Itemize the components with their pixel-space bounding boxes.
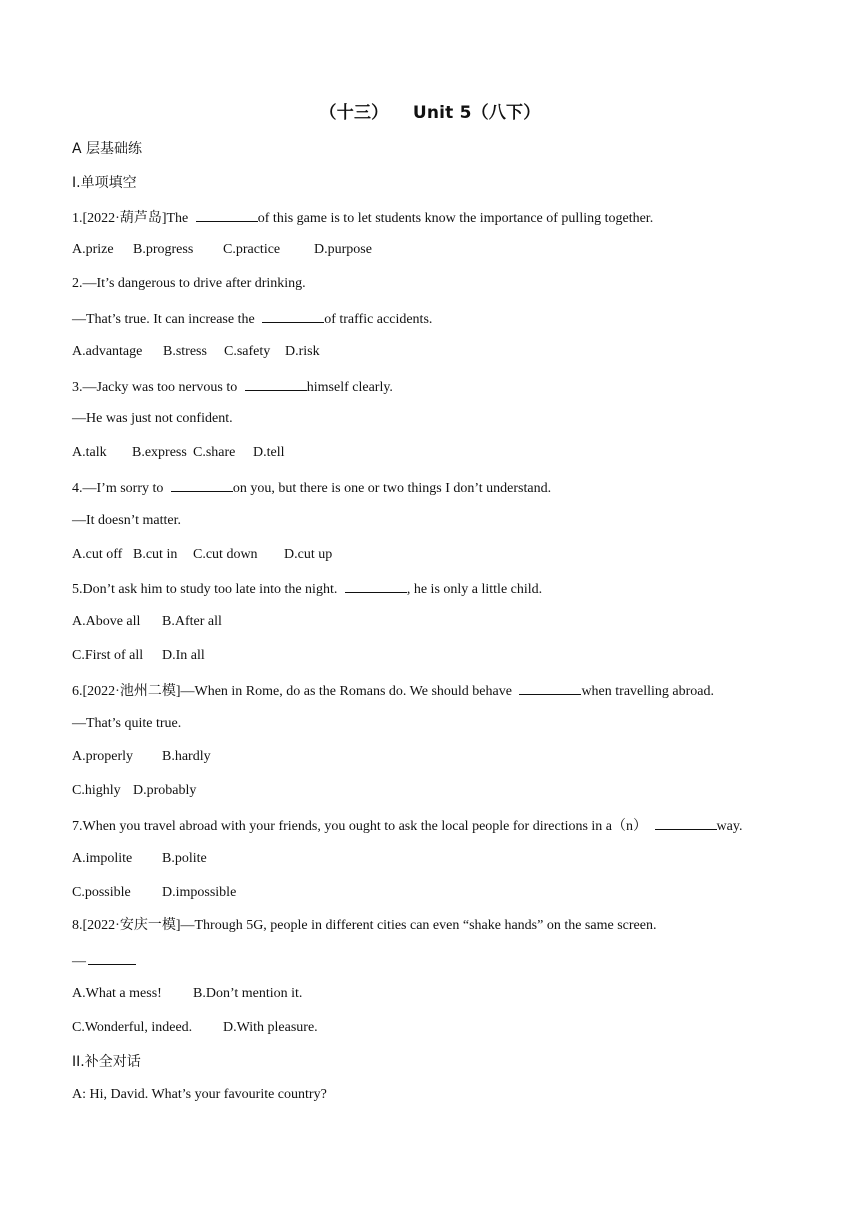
q3-line-2: —He was just not confident. <box>72 411 233 427</box>
q8-option-d[interactable]: D.With pleasure. <box>223 1019 318 1035</box>
q2-option-d[interactable]: D.risk <box>285 343 320 359</box>
q7-stem-post: way. <box>716 818 743 834</box>
q1-options <box>72 240 802 274</box>
q1-option-d[interactable]: D.purpose <box>314 242 372 258</box>
q2-stem-post: of traffic accidents. <box>324 311 433 327</box>
q7-stem-pre: 7.When you travel abroad with your friends, you ought to ask the local people for directions in a（n） <box>72 818 651 834</box>
q6-options-row-1 <box>72 747 802 781</box>
q2-options <box>72 342 802 376</box>
q3-blank[interactable] <box>245 376 307 391</box>
question-3 <box>72 376 802 410</box>
q4-option-a[interactable]: A.cut off <box>72 546 123 562</box>
q4-stem-pre: 4.—I’m sorry to <box>72 480 167 496</box>
q5-stem-pre: 5.Don’t ask him to study too late into the night. <box>72 582 341 598</box>
q7-option-a[interactable]: A.impolite <box>72 850 133 866</box>
q5-options-row-2 <box>72 646 802 680</box>
q5-option-c[interactable]: C.First of all <box>72 647 144 663</box>
q1-option-b[interactable]: B.progress <box>133 242 194 258</box>
question-8: 8.[2022·安庆一模]—Through 5G, people in different cities can even “shake hands” on the same screen. <box>72 918 657 934</box>
q4-option-b[interactable]: B.cut in <box>133 546 178 562</box>
question-6 <box>72 680 802 714</box>
q8-options-row-1 <box>72 984 802 1018</box>
q3-option-a[interactable]: A.talk <box>72 445 107 461</box>
q1-option-a[interactable]: A.prize <box>72 242 114 258</box>
q8-option-b[interactable]: B.Don’t mention it. <box>193 985 303 1001</box>
q3-option-c[interactable]: C.share <box>193 445 236 461</box>
q1-stem-pre: 1.[2022·葫芦岛]The <box>72 210 192 226</box>
q7-option-c[interactable]: C.possible <box>72 884 131 900</box>
dialogue-line-1: A: Hi, David. What’s your favourite country? <box>72 1087 327 1103</box>
q8-option-c[interactable]: C.Wonderful, indeed. <box>72 1019 193 1035</box>
q7-options-row-2 <box>72 883 802 917</box>
q6-stem-pre: 6.[2022·池州二模]—When in Rome, do as the Romans do. We should behave <box>72 683 516 699</box>
q5-option-d[interactable]: D.In all <box>162 647 205 663</box>
question-7 <box>72 815 802 849</box>
q8-option-a[interactable]: A.What a mess! <box>72 985 162 1001</box>
q3-options <box>72 443 802 477</box>
q4-blank[interactable] <box>171 477 233 492</box>
question-2: 2.—It’s dangerous to drive after drinking. <box>72 276 306 292</box>
section-part2: II.补全对话 <box>72 1053 141 1070</box>
q5-blank[interactable] <box>345 578 407 593</box>
q7-blank[interactable] <box>655 815 717 830</box>
q3-stem-post: himself clearly. <box>306 379 393 395</box>
q6-option-c[interactable]: C.highly <box>72 783 121 799</box>
q6-line-2: —That’s quite true. <box>72 715 182 731</box>
section-part1: I.单项填空 <box>72 174 137 191</box>
q5-options-row-1 <box>72 612 802 646</box>
q2-option-c[interactable]: C.safety <box>224 343 271 359</box>
q5-stem-post: , he is only a little child. <box>406 582 543 598</box>
question-5 <box>72 578 802 612</box>
q2-line-2 <box>72 308 802 342</box>
q1-stem-post: of this game is to let students know the importance of pulling together. <box>257 210 654 226</box>
q4-line-2: —It doesn’t matter. <box>72 512 181 528</box>
q8-line-2 <box>72 950 802 984</box>
q2-blank[interactable] <box>262 308 324 323</box>
q8-options-row-2 <box>72 1018 802 1052</box>
q3-stem-pre: 3.—Jacky was too nervous to <box>72 379 241 395</box>
q3-option-d[interactable]: D.tell <box>253 445 285 461</box>
q7-option-d[interactable]: D.impossible <box>162 884 237 900</box>
q7-option-b[interactable]: B.polite <box>162 850 207 866</box>
section-level: A 层基础练 <box>72 141 143 157</box>
q8-dash: — <box>72 954 86 970</box>
q6-options-row-2 <box>72 781 802 815</box>
q6-blank[interactable] <box>519 680 581 695</box>
q4-option-c[interactable]: C.cut down <box>193 546 258 562</box>
q6-option-d[interactable]: D.probably <box>133 783 197 799</box>
q4-options <box>72 545 802 579</box>
question-1 <box>72 207 802 241</box>
q3-option-b[interactable]: B.express <box>132 445 187 461</box>
q1-option-c[interactable]: C.practice <box>223 242 281 258</box>
q6-stem-post: when travelling abroad. <box>581 683 714 699</box>
q2-option-b[interactable]: B.stress <box>163 343 207 359</box>
q4-option-d[interactable]: D.cut up <box>284 546 333 562</box>
q7-options-row-1 <box>72 849 802 883</box>
q6-option-b[interactable]: B.hardly <box>162 749 211 765</box>
exercise-content <box>72 139 802 1119</box>
question-4 <box>72 477 802 511</box>
q1-blank[interactable] <box>196 207 258 222</box>
q5-option-b[interactable]: B.After all <box>162 614 222 630</box>
page-title: （十三） Unit 5（八下） <box>319 103 541 123</box>
q4-stem-post: on you, but there is one or two things I don’t understand. <box>232 480 552 496</box>
q5-option-a[interactable]: A.Above all <box>72 614 141 630</box>
q2-stem-pre: —That’s true. It can increase the <box>72 311 259 327</box>
q2-option-a[interactable]: A.advantage <box>72 343 143 359</box>
q6-option-a[interactable]: A.properly <box>72 749 134 765</box>
q8-blank[interactable] <box>88 950 136 965</box>
